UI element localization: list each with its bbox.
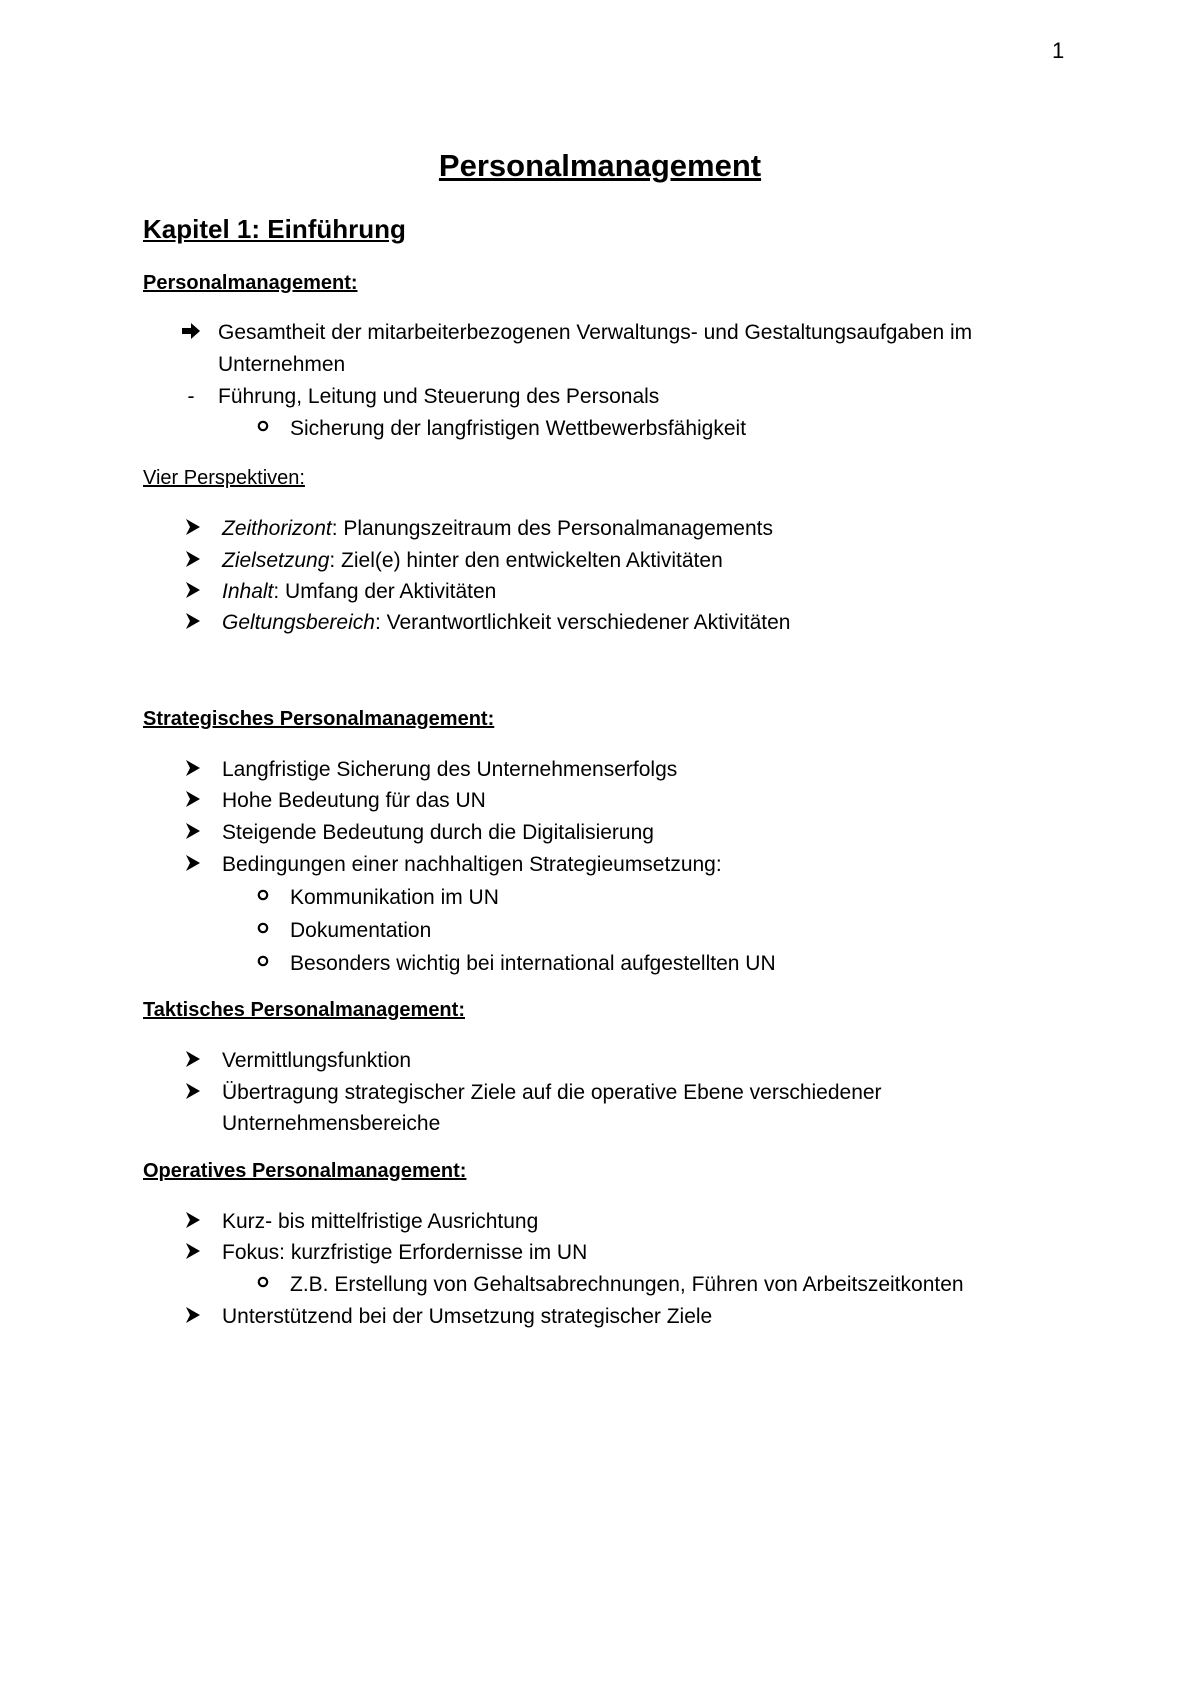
page-title: Personalmanagement (438, 148, 762, 183)
list-item (222, 518, 773, 539)
dash-bullet: - (187, 385, 195, 408)
section-heading-personalmanagement: Personalmanagement: (143, 272, 358, 294)
section-heading-strategisch: Strategisches Personalmanagement: (143, 708, 495, 730)
list-item: Gesamtheit der mitarbeiterbezogenen Verwaltungs- und Gestaltungsaufgaben im (218, 321, 973, 344)
list-item-continuation: Unternehmensbereiche (222, 1112, 441, 1135)
term: Inhalt (222, 580, 274, 603)
chevron-bullet-icon (182, 854, 204, 872)
chevron-bullet-icon (182, 612, 204, 630)
definition: : Planungszeitraum des Personalmanagements (331, 517, 773, 540)
chevron-bullet-icon (182, 550, 204, 568)
section-heading-operativ: Operatives Personalmanagement: (143, 1160, 467, 1182)
sub-list-item: Sicherung der langfristigen Wettbewerbsfähigkeit (290, 417, 747, 440)
circle-bullet-icon (252, 953, 274, 967)
circle-bullet-icon (252, 418, 274, 432)
sub-list-item: Dokumentation (290, 919, 432, 942)
term: Zielsetzung (222, 549, 330, 572)
list-item: Übertragung strategischer Ziele auf die operative Ebene verschiedener (222, 1081, 882, 1104)
definition: : Umfang der Aktivitäten (273, 580, 497, 603)
circle-bullet-icon (252, 1274, 274, 1288)
list-item-continuation: Unternehmen (218, 353, 346, 376)
chevron-bullet-icon (182, 518, 204, 536)
list-item: Vermittlungsfunktion (222, 1049, 412, 1072)
list-item: Unterstützend bei der Umsetzung strategischer Ziele (222, 1305, 713, 1328)
chevron-bullet-icon (182, 581, 204, 599)
section-heading-perspektiven: Vier Perspektiven: (143, 467, 305, 489)
circle-bullet-icon (252, 920, 274, 934)
definition: : Ziel(e) hinter den entwickelten Aktivitäten (329, 549, 723, 572)
page-number: 1 (1052, 38, 1065, 63)
term: Zeithorizont (222, 517, 332, 540)
sub-list-item: Kommunikation im UN (290, 886, 499, 909)
list-item (222, 550, 723, 571)
chevron-bullet-icon (182, 790, 204, 808)
arrow-right-icon (180, 322, 202, 340)
chevron-bullet-icon (182, 1082, 204, 1100)
list-item: Kurz- bis mittelfristige Ausrichtung (222, 1210, 539, 1233)
list-item: Fokus: kurzfristige Erfordernisse im UN (222, 1241, 588, 1264)
list-item: Steigende Bedeutung durch die Digitalisierung (222, 821, 654, 844)
chapter-heading: Kapitel 1: Einführung (143, 214, 406, 244)
list-item (222, 612, 790, 633)
section-heading-taktisch: Taktisches Personalmanagement: (143, 999, 465, 1021)
term: Geltungsbereich (222, 611, 375, 634)
list-item: Bedingungen einer nachhaltigen Strategieumsetzung: (222, 853, 722, 876)
list-item: Hohe Bedeutung für das UN (222, 789, 486, 812)
sub-list-item: Z.B. Erstellung von Gehaltsabrechnungen, Führen von Arbeitszeitkonten (290, 1273, 964, 1296)
circle-bullet-icon (252, 887, 274, 901)
chevron-bullet-icon (182, 1242, 204, 1260)
chevron-bullet-icon (182, 1306, 204, 1324)
chevron-bullet-icon (182, 759, 204, 777)
chevron-bullet-icon (182, 822, 204, 840)
chevron-bullet-icon (182, 1211, 204, 1229)
chevron-bullet-icon (182, 1050, 204, 1068)
list-item (222, 581, 496, 602)
list-item: Langfristige Sicherung des Unternehmenserfolgs (222, 758, 678, 781)
sub-list-item: Besonders wichtig bei international aufgestellten UN (290, 952, 776, 975)
list-item: Führung, Leitung und Steuerung des Personals (218, 385, 660, 408)
definition: : Verantwortlichkeit verschiedener Aktivitäten (374, 611, 791, 634)
